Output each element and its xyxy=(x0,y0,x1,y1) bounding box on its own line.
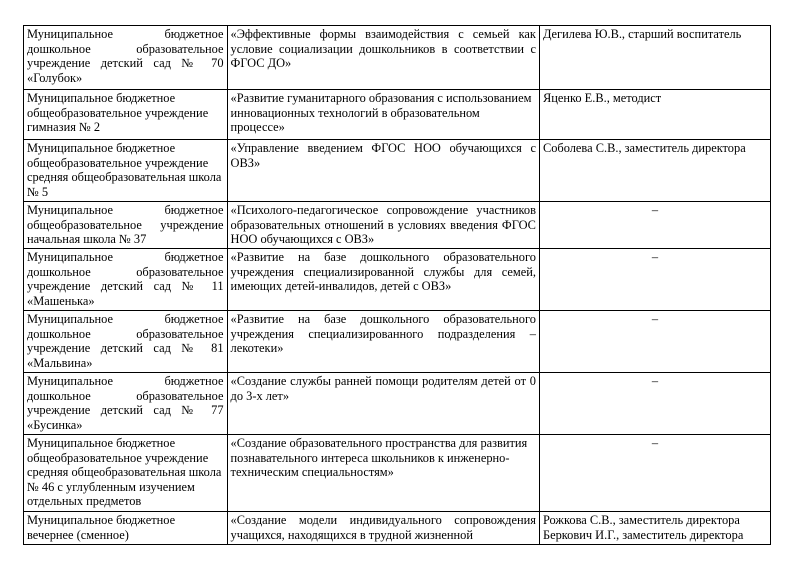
organization-cell: Муниципальное бюджетное вечернее (сменное) xyxy=(24,512,228,545)
responsible-person: – xyxy=(651,436,659,450)
table-row xyxy=(24,435,771,512)
topic-cell: «Развитие гуманитарного образования с использованием инновационных технологий в образовательном процессе» xyxy=(227,90,539,140)
responsible-person: Беркович И.Г., заместитель директора xyxy=(542,527,744,542)
organization-cell: Муниципальное бюджетное общеобразовательное учреждение начальная школа № 37 xyxy=(24,202,228,249)
table-row xyxy=(24,373,771,435)
responsible-person: Рожкова С.В., заместитель директора xyxy=(542,513,740,527)
responsible-person: Дегилева Ю.В., старший воспитатель xyxy=(542,27,742,41)
topic-cell: «Психолого-педагогическое сопровождение участников образовательных отношений в условиях введения ФГОС НОО обучающихся с ОВЗ» xyxy=(227,202,539,249)
responsible-person: – xyxy=(651,203,659,217)
organization-cell: Муниципальное бюджетное общеобразовательное учреждение гимназия № 2 xyxy=(24,90,228,140)
responsible-cell xyxy=(539,202,770,249)
responsible-cell xyxy=(539,512,770,545)
topic-cell: «Развитие на базе дошкольного образовательного учреждения специализированного подразделения – лекотеки» xyxy=(227,311,539,373)
topic-cell: «Эффективные формы взаимодействия с семьей как условие социализации дошкольников в соответствии с ФГОС ДО» xyxy=(227,26,539,90)
responsible-person: – xyxy=(651,250,659,264)
topic-cell: «Развитие на базе дошкольного образовательного учреждения специализированной службы для семей, имеющих детей-инвалидов, детей с ОВЗ» xyxy=(227,249,539,311)
topic-cell: «Управление введением ФГОС НОО обучающихся с ОВЗ» xyxy=(227,140,539,202)
organization-cell: Муниципальное бюджетное дошкольное образовательное учреждение детский сад № 77 «Бусинка» xyxy=(24,373,228,435)
organization-cell: Муниципальное бюджетное дошкольное образовательное учреждение детский сад № 11 «Машенька» xyxy=(24,249,228,311)
responsible-person: Яценко Е.В., методист xyxy=(542,91,662,105)
table-row xyxy=(24,311,771,373)
responsible-cell xyxy=(539,140,770,202)
table-row xyxy=(24,26,771,90)
topic-cell: «Создание модели индивидуального сопровождения учащихся, находящихся в трудной жизненной xyxy=(227,512,539,545)
responsible-person: – xyxy=(651,374,659,388)
table-row xyxy=(24,512,771,545)
table-row xyxy=(24,249,771,311)
responsible-cell xyxy=(539,90,770,140)
topic-cell: «Создание образовательного пространства для развития познавательного интереса школьников к инженерно-техническим специальностям» xyxy=(227,435,539,512)
responsible-cell xyxy=(539,26,770,90)
topic-cell: «Создание службы ранней помощи родителям детей от 0 до 3-х лет» xyxy=(227,373,539,435)
responsible-cell xyxy=(539,373,770,435)
responsible-cell xyxy=(539,311,770,373)
responsible-person: – xyxy=(651,312,659,326)
responsible-cell xyxy=(539,435,770,512)
organization-cell: Муниципальное бюджетное дошкольное образовательное учреждение детский сад № 81 «Мальвина» xyxy=(24,311,228,373)
responsible-person: Соболева С.В., заместитель директора xyxy=(542,141,746,155)
organization-cell: Муниципальное бюджетное общеобразовательное учреждение средняя общеобразовательная школа № 5 xyxy=(24,140,228,202)
organization-cell: Муниципальное бюджетное общеобразовательное учреждение средняя общеобразовательная школа № 46 с углубленным изучением отдельных предметов xyxy=(24,435,228,512)
responsible-cell xyxy=(539,249,770,311)
organization-cell: Муниципальное бюджетное дошкольное образовательное учреждение детский сад № 70 «Голубок» xyxy=(24,26,228,90)
table-row xyxy=(24,90,771,140)
table-row xyxy=(24,202,771,249)
table-row xyxy=(24,140,771,202)
document-table xyxy=(23,25,771,545)
